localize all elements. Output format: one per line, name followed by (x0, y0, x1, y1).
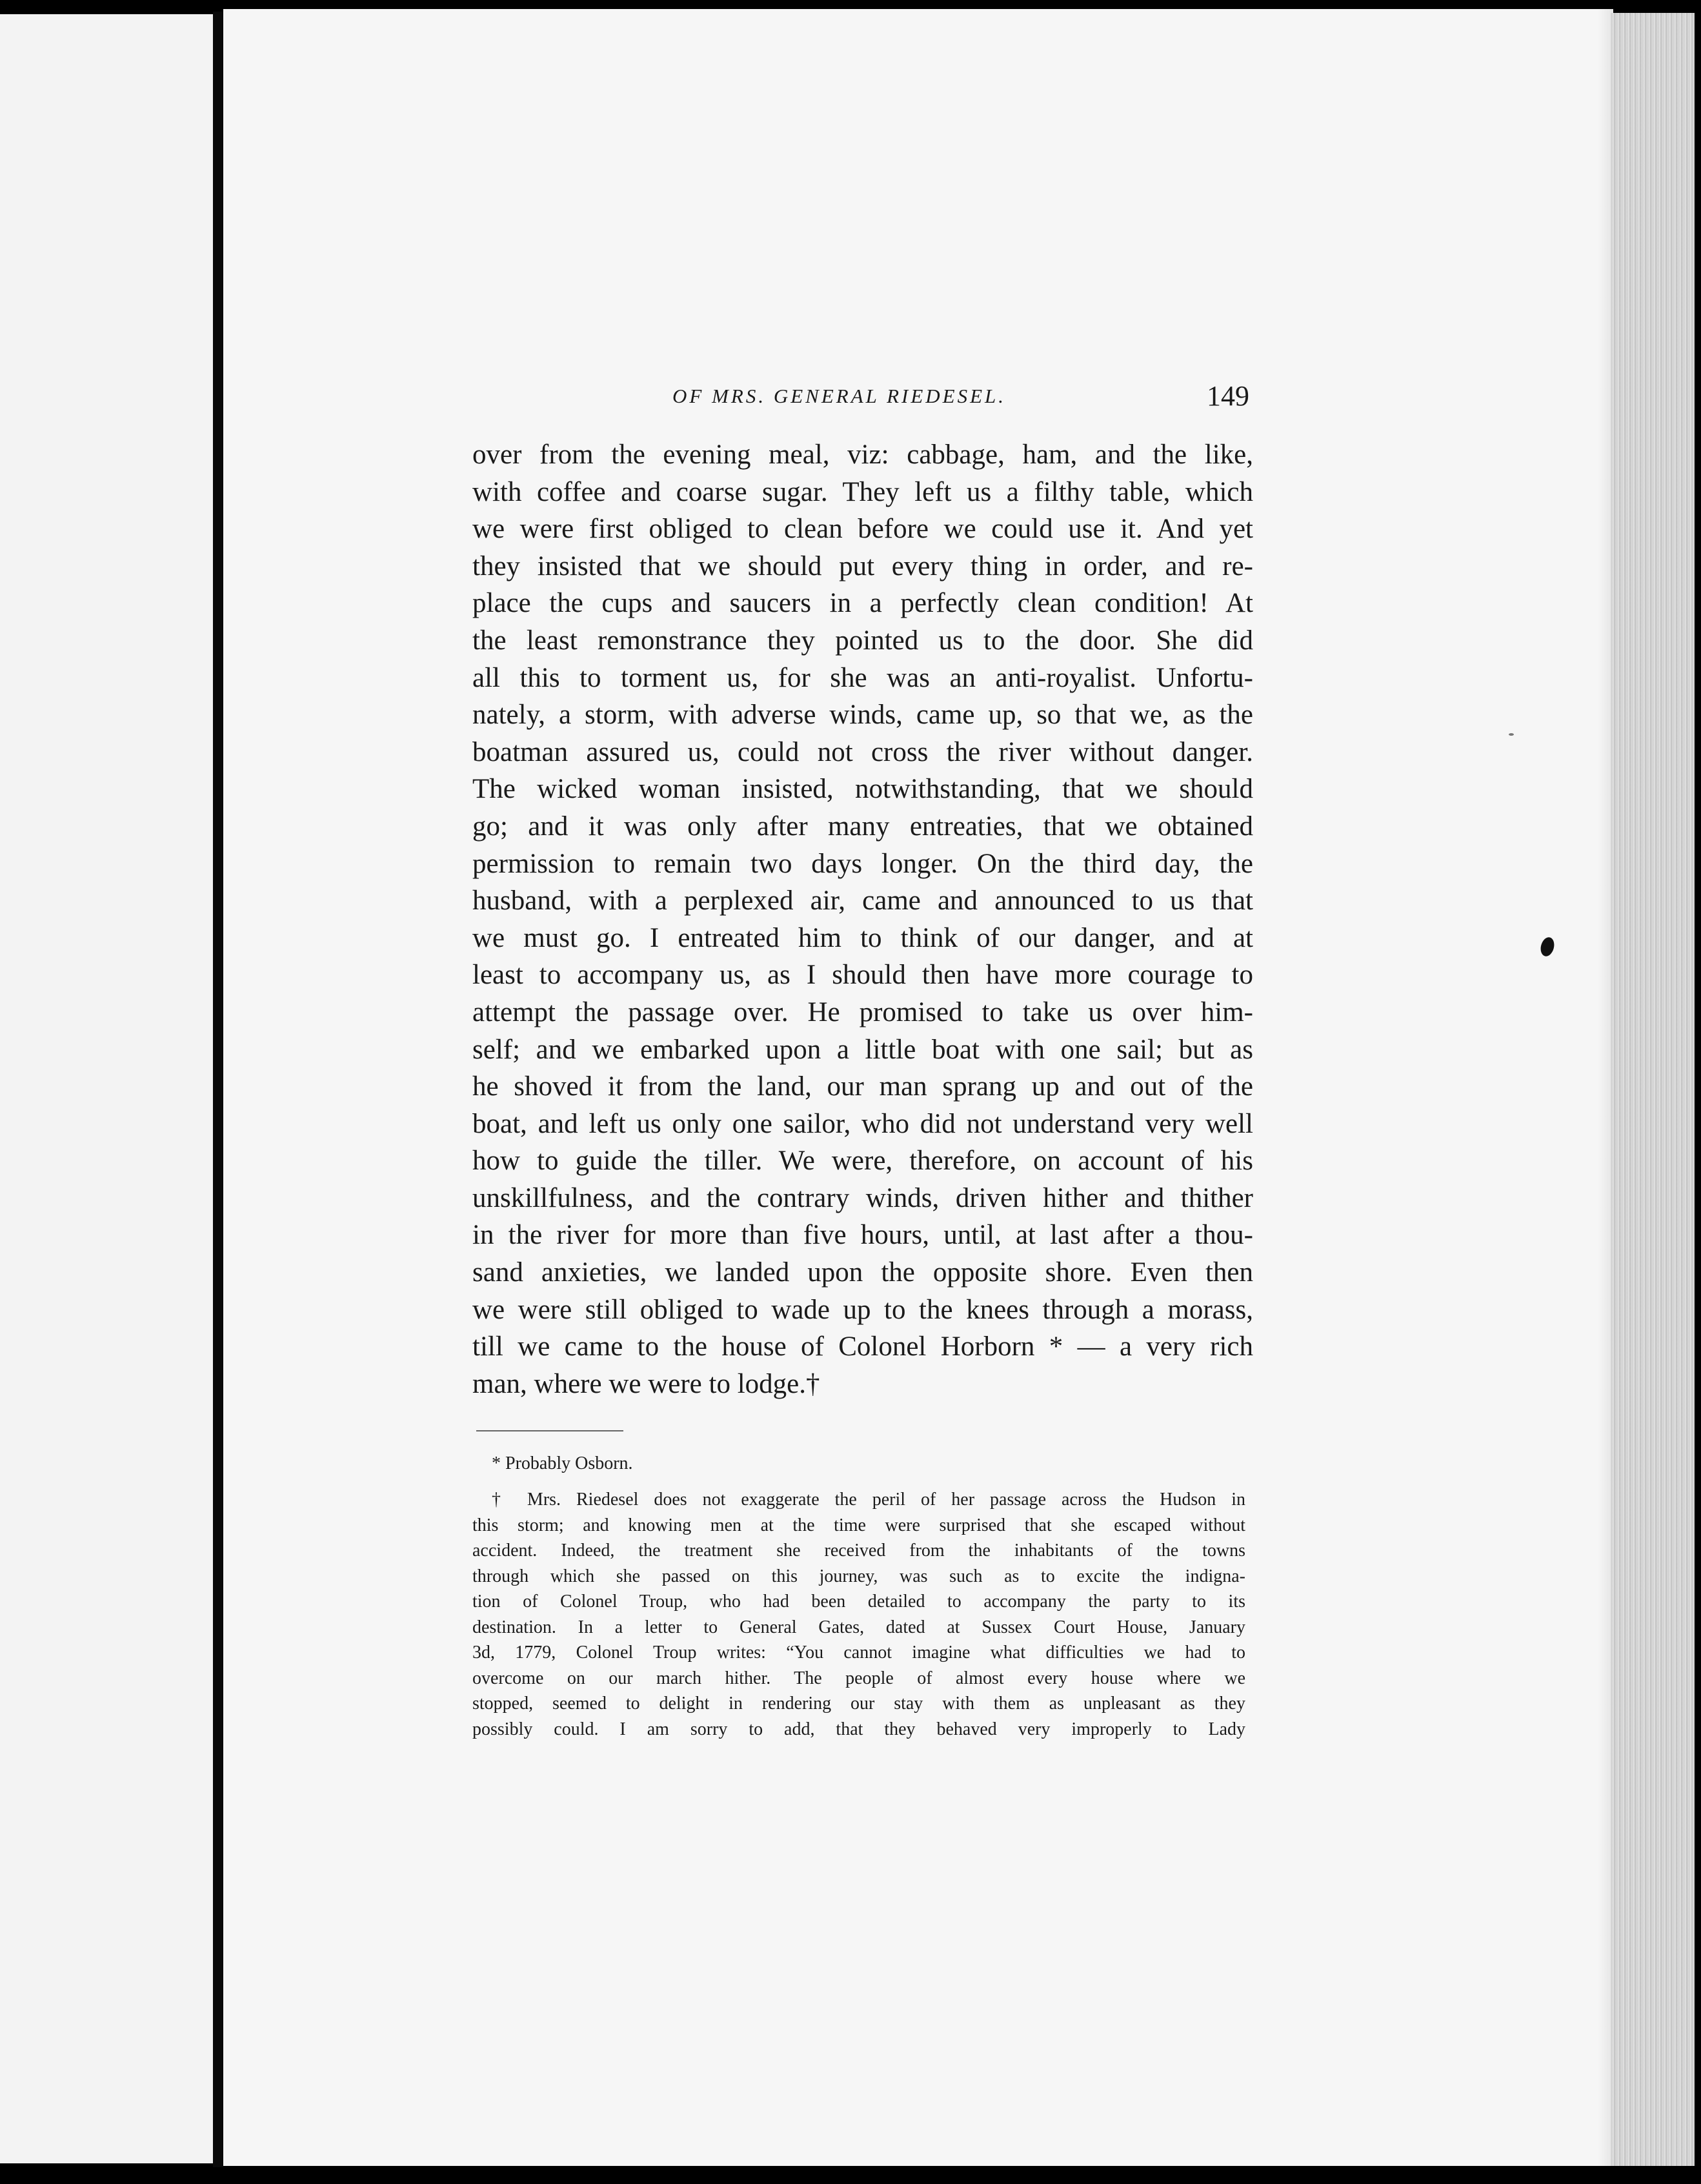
footnote-riedesel-passage (472, 1487, 1245, 1742)
text-line: we must go. I entreated him to think of our danger, and at (472, 922, 1253, 953)
text-line: boatman assured us, could not cross the river without danger. (472, 736, 1253, 767)
footnote-line: accident. Indeed, the treatment she received from the inhabitants of the towns (472, 1541, 1245, 1561)
footnote-line: † Mrs. Riedesel does not exaggerate the peril of her passage across the Hudson in (492, 1490, 1245, 1510)
footnote-line: tion of Colonel Troup, who had been detailed to accompany the party to its (472, 1592, 1245, 1612)
body-text (472, 436, 1253, 1402)
text-line: sand anxieties, we landed upon the opposite shore. Even then (472, 1257, 1253, 1288)
text-line: how to guide the tiller. We were, therefore, on account of his (472, 1146, 1253, 1177)
text-line: they insisted that we should put every thing in order, and re- (472, 551, 1253, 581)
text-line: husband, with a perplexed air, came and announced to us that (472, 885, 1253, 916)
text-line: man, where we were to lodge.† (472, 1368, 820, 1399)
book-gutter (213, 12, 223, 2167)
text-line: self; and we embarked upon a little boat with one sail; but as (472, 1034, 1253, 1065)
text-line: permission to remain two days longer. On the third day, the (472, 848, 1253, 879)
text-line: all this to torment us, for she was an anti-royalist. Unfortu- (472, 662, 1253, 693)
left-facing-page (0, 14, 213, 2163)
footnote-osborn: * Probably Osborn. (492, 1453, 633, 1473)
text-line: we were still obliged to wade up to the knees through a morass, (472, 1294, 1253, 1325)
footnote-line: destination. In a letter to General Gates, dated at Sussex Court House, January (472, 1617, 1245, 1637)
footnote-line: 3d, 1779, Colonel Troup writes: “You cannot imagine what difficulties we had to (472, 1643, 1245, 1663)
footnote-divider (476, 1430, 623, 1431)
ink-speck (1509, 733, 1514, 736)
page-number: 149 (1207, 380, 1249, 412)
text-line: we were first obliged to clean before we could use it. And yet (472, 514, 1253, 545)
text-line: in the river for more than five hours, until, at last after a thou- (472, 1220, 1253, 1251)
text-line: attempt the passage over. He promised to take us over him- (472, 996, 1253, 1027)
text-line: boat, and left us only one sailor, who did not understand very well (472, 1108, 1253, 1139)
text-line: he shoved it from the land, our man sprang up and out of the (472, 1071, 1253, 1102)
text-line: The wicked woman insisted, notwithstanding, that we should (472, 774, 1253, 805)
text-line: go; and it was only after many entreaties, that we obtained (472, 811, 1253, 842)
running-header (472, 379, 1253, 418)
text-line: the least remonstrance they pointed us to the door. She did (472, 625, 1253, 656)
text-line: nately, a storm, with adverse winds, came up, so that we, as the (472, 700, 1253, 731)
text-line: till we came to the house of Colonel Horborn * — a very rich (472, 1331, 1253, 1362)
footnote-line: overcome on our march hither. The people of almost every house where we (472, 1668, 1245, 1688)
footnotes (472, 1451, 1245, 1742)
text-line: with coffee and coarse sugar. They left us a filthy table, which (472, 476, 1253, 507)
text-line: least to accompany us, as I should then have more courage to (472, 960, 1253, 991)
running-title: OF MRS. GENERAL RIEDESEL. (672, 385, 1007, 407)
footnote-line: stopped, seemed to delight in rendering our stay with them as unpleasant as they (472, 1694, 1245, 1714)
page-edges (1611, 13, 1695, 2166)
footnote-line: this storm; and knowing men at the time were surprised that she escaped without (472, 1515, 1245, 1535)
text-line: place the cups and saucers in a perfectly clean condition! At (472, 588, 1253, 619)
text-line: unskillfulness, and the contrary winds, driven hither and thither (472, 1182, 1253, 1213)
text-line: over from the evening meal, viz: cabbage, ham, and the like, (472, 440, 1253, 470)
footnote-line: through which she passed on this journey, was such as to excite the indigna- (472, 1566, 1245, 1586)
footnote-line: possibly could. I am sorry to add, that they behaved very improperly to Lady (472, 1719, 1245, 1739)
